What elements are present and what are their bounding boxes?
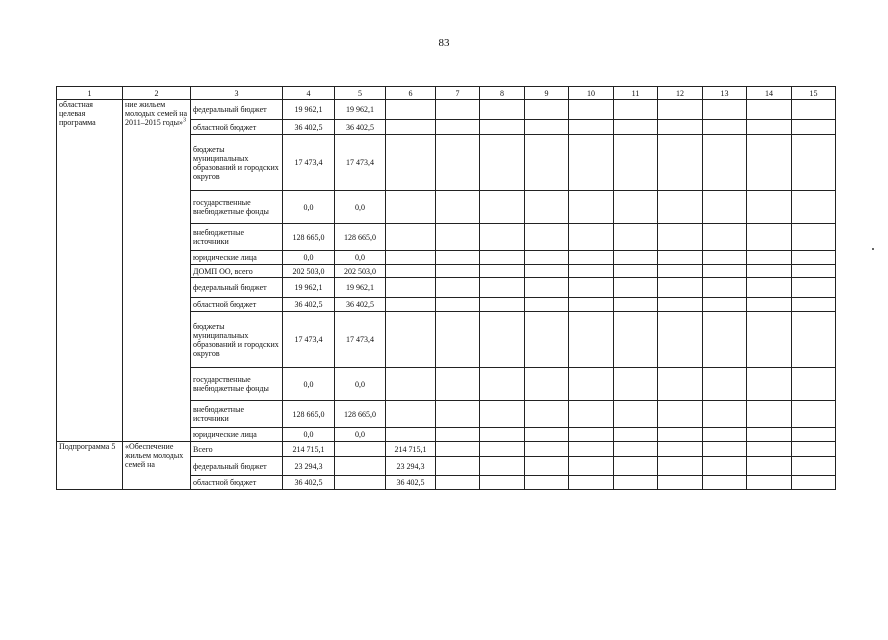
empty-cell bbox=[525, 120, 569, 135]
empty-cell bbox=[703, 312, 747, 368]
empty-cell bbox=[436, 100, 480, 120]
funding-source-cell: государственные внебюджетные фонды bbox=[191, 368, 283, 401]
header-cell: 14 bbox=[747, 87, 792, 100]
funding-source-cell: бюджеты муниципальных образований и городских округов bbox=[191, 312, 283, 368]
empty-cell bbox=[436, 135, 480, 191]
empty-cell bbox=[436, 265, 480, 278]
empty-cell bbox=[569, 428, 614, 442]
empty-cell bbox=[658, 278, 703, 298]
amount-cell: 202 503,0 bbox=[335, 265, 386, 278]
amount-cell: 0,0 bbox=[283, 251, 335, 265]
empty-cell bbox=[436, 457, 480, 476]
amount-cell bbox=[386, 120, 436, 135]
empty-cell bbox=[658, 251, 703, 265]
empty-cell bbox=[747, 135, 792, 191]
empty-cell bbox=[658, 298, 703, 312]
header-cell: 7 bbox=[436, 87, 480, 100]
empty-cell bbox=[480, 135, 525, 191]
amount-cell: 36 402,5 bbox=[283, 476, 335, 490]
empty-cell bbox=[658, 428, 703, 442]
empty-cell bbox=[792, 120, 836, 135]
amount-cell: 128 665,0 bbox=[335, 224, 386, 251]
empty-cell bbox=[614, 278, 658, 298]
funding-source-cell: областной бюджет bbox=[191, 298, 283, 312]
empty-cell bbox=[792, 224, 836, 251]
empty-cell bbox=[792, 401, 836, 428]
empty-cell bbox=[614, 401, 658, 428]
empty-cell bbox=[658, 312, 703, 368]
empty-cell bbox=[436, 224, 480, 251]
empty-cell bbox=[480, 265, 525, 278]
empty-cell bbox=[569, 224, 614, 251]
empty-cell bbox=[792, 135, 836, 191]
header-row bbox=[57, 87, 836, 100]
empty-cell bbox=[569, 401, 614, 428]
amount-cell bbox=[386, 251, 436, 265]
empty-cell bbox=[436, 401, 480, 428]
empty-cell bbox=[614, 135, 658, 191]
empty-cell bbox=[614, 120, 658, 135]
amount-cell: 0,0 bbox=[335, 428, 386, 442]
empty-cell bbox=[614, 251, 658, 265]
amount-cell bbox=[335, 457, 386, 476]
empty-cell bbox=[747, 100, 792, 120]
empty-cell bbox=[480, 120, 525, 135]
empty-cell bbox=[525, 278, 569, 298]
empty-cell bbox=[614, 457, 658, 476]
empty-cell bbox=[436, 368, 480, 401]
amount-cell: 202 503,0 bbox=[283, 265, 335, 278]
footnote-ref: 3 bbox=[183, 117, 186, 124]
empty-cell bbox=[792, 191, 836, 224]
empty-cell bbox=[703, 368, 747, 401]
empty-cell bbox=[747, 278, 792, 298]
empty-cell bbox=[658, 476, 703, 490]
funding-source-cell: федеральный бюджет bbox=[191, 278, 283, 298]
funding-source-cell: Всего bbox=[191, 442, 283, 457]
amount-cell bbox=[386, 191, 436, 224]
empty-cell bbox=[658, 191, 703, 224]
empty-cell bbox=[703, 100, 747, 120]
empty-cell bbox=[658, 224, 703, 251]
empty-cell bbox=[480, 278, 525, 298]
funding-source-cell: федеральный бюджет bbox=[191, 100, 283, 120]
empty-cell bbox=[436, 312, 480, 368]
funding-source-cell: областной бюджет bbox=[191, 476, 283, 490]
empty-cell bbox=[703, 298, 747, 312]
empty-cell bbox=[480, 298, 525, 312]
header-cell: 12 bbox=[658, 87, 703, 100]
empty-cell bbox=[480, 100, 525, 120]
amount-cell: 17 473,4 bbox=[283, 312, 335, 368]
header-cell: 13 bbox=[703, 87, 747, 100]
empty-cell bbox=[525, 401, 569, 428]
empty-cell bbox=[436, 442, 480, 457]
amount-cell: 0,0 bbox=[335, 191, 386, 224]
amount-cell: 0,0 bbox=[335, 368, 386, 401]
empty-cell bbox=[703, 191, 747, 224]
empty-cell bbox=[525, 224, 569, 251]
empty-cell bbox=[658, 368, 703, 401]
amount-cell: 19 962,1 bbox=[335, 278, 386, 298]
amount-cell: 128 665,0 bbox=[335, 401, 386, 428]
program-name-cell bbox=[123, 100, 191, 442]
empty-cell bbox=[792, 368, 836, 401]
funding-source-cell: юридические лица bbox=[191, 428, 283, 442]
subprogram-name-cell: «Обеспечение жильем молодых семей на bbox=[123, 442, 191, 490]
empty-cell bbox=[747, 312, 792, 368]
header-cell: 9 bbox=[525, 87, 569, 100]
empty-cell bbox=[525, 298, 569, 312]
amount-cell: 17 473,4 bbox=[283, 135, 335, 191]
amount-cell bbox=[335, 476, 386, 490]
subprogram-cell: Подпрограмма 5 bbox=[57, 442, 123, 490]
empty-cell bbox=[658, 135, 703, 191]
funding-source-cell: областной бюджет bbox=[191, 120, 283, 135]
empty-cell bbox=[525, 100, 569, 120]
amount-cell: 36 402,5 bbox=[335, 298, 386, 312]
amount-cell bbox=[335, 442, 386, 457]
amount-cell: 36 402,5 bbox=[386, 476, 436, 490]
empty-cell bbox=[614, 100, 658, 120]
amount-cell: 214 715,1 bbox=[283, 442, 335, 457]
header-cell: 8 bbox=[480, 87, 525, 100]
empty-cell bbox=[747, 428, 792, 442]
empty-cell bbox=[525, 191, 569, 224]
header-cell: 6 bbox=[386, 87, 436, 100]
program-name-text: ние жильем молодых семей на 2011–2015 годы» bbox=[125, 100, 188, 127]
empty-cell bbox=[569, 442, 614, 457]
empty-cell bbox=[703, 428, 747, 442]
empty-cell bbox=[525, 428, 569, 442]
budget-table bbox=[56, 86, 836, 490]
empty-cell bbox=[614, 476, 658, 490]
empty-cell bbox=[480, 368, 525, 401]
empty-cell bbox=[480, 251, 525, 265]
table-row bbox=[57, 100, 836, 120]
empty-cell bbox=[747, 120, 792, 135]
empty-cell bbox=[747, 191, 792, 224]
amount-cell: 0,0 bbox=[283, 368, 335, 401]
empty-cell bbox=[436, 120, 480, 135]
amount-cell bbox=[386, 368, 436, 401]
empty-cell bbox=[525, 251, 569, 265]
empty-cell bbox=[436, 191, 480, 224]
amount-cell: 23 294,3 bbox=[283, 457, 335, 476]
funding-source-cell: ДОМП ОО, всего bbox=[191, 265, 283, 278]
empty-cell bbox=[703, 224, 747, 251]
empty-cell bbox=[525, 442, 569, 457]
empty-cell bbox=[525, 457, 569, 476]
empty-cell bbox=[569, 251, 614, 265]
amount-cell: 19 962,1 bbox=[335, 100, 386, 120]
amount-cell: 36 402,5 bbox=[283, 120, 335, 135]
amount-cell: 36 402,5 bbox=[335, 120, 386, 135]
empty-cell bbox=[569, 368, 614, 401]
empty-cell bbox=[525, 312, 569, 368]
header-cell: 3 bbox=[191, 87, 283, 100]
amount-cell bbox=[386, 224, 436, 251]
empty-cell bbox=[747, 457, 792, 476]
program-type-cell: областная целевая программа bbox=[57, 100, 123, 442]
empty-cell bbox=[480, 224, 525, 251]
empty-cell bbox=[703, 442, 747, 457]
empty-cell bbox=[658, 442, 703, 457]
empty-cell bbox=[525, 265, 569, 278]
empty-cell bbox=[480, 401, 525, 428]
scan-mark bbox=[872, 248, 874, 250]
empty-cell bbox=[569, 100, 614, 120]
amount-cell bbox=[386, 278, 436, 298]
empty-cell bbox=[792, 298, 836, 312]
empty-cell bbox=[569, 191, 614, 224]
empty-cell bbox=[792, 428, 836, 442]
amount-cell bbox=[386, 135, 436, 191]
funding-source-cell: внебюджетные источники bbox=[191, 401, 283, 428]
empty-cell bbox=[658, 120, 703, 135]
empty-cell bbox=[792, 100, 836, 120]
header-cell: 11 bbox=[614, 87, 658, 100]
amount-cell: 0,0 bbox=[283, 191, 335, 224]
empty-cell bbox=[658, 401, 703, 428]
empty-cell bbox=[480, 312, 525, 368]
empty-cell bbox=[569, 120, 614, 135]
amount-cell: 19 962,1 bbox=[283, 278, 335, 298]
amount-cell: 214 715,1 bbox=[386, 442, 436, 457]
empty-cell bbox=[614, 442, 658, 457]
empty-cell bbox=[792, 278, 836, 298]
empty-cell bbox=[614, 298, 658, 312]
amount-cell bbox=[386, 401, 436, 428]
empty-cell bbox=[703, 265, 747, 278]
empty-cell bbox=[658, 265, 703, 278]
empty-cell bbox=[614, 368, 658, 401]
amount-cell bbox=[386, 312, 436, 368]
amount-cell bbox=[386, 428, 436, 442]
empty-cell bbox=[436, 476, 480, 490]
funding-source-cell: внебюджетные источники bbox=[191, 224, 283, 251]
amount-cell: 0,0 bbox=[335, 251, 386, 265]
funding-source-cell: государственные внебюджетные фонды bbox=[191, 191, 283, 224]
table-row bbox=[57, 442, 836, 457]
empty-cell bbox=[436, 278, 480, 298]
empty-cell bbox=[747, 401, 792, 428]
empty-cell bbox=[525, 476, 569, 490]
empty-cell bbox=[747, 368, 792, 401]
empty-cell bbox=[747, 476, 792, 490]
empty-cell bbox=[569, 312, 614, 368]
funding-source-cell: бюджеты муниципальных образований и городских округов bbox=[191, 135, 283, 191]
empty-cell bbox=[792, 251, 836, 265]
empty-cell bbox=[792, 265, 836, 278]
empty-cell bbox=[614, 265, 658, 278]
amount-cell: 128 665,0 bbox=[283, 401, 335, 428]
empty-cell bbox=[436, 428, 480, 442]
header-cell: 2 bbox=[123, 87, 191, 100]
empty-cell bbox=[747, 265, 792, 278]
empty-cell bbox=[480, 442, 525, 457]
empty-cell bbox=[614, 224, 658, 251]
empty-cell bbox=[525, 135, 569, 191]
empty-cell bbox=[480, 428, 525, 442]
header-cell: 15 bbox=[792, 87, 836, 100]
amount-cell bbox=[386, 298, 436, 312]
empty-cell bbox=[480, 457, 525, 476]
empty-cell bbox=[703, 120, 747, 135]
empty-cell bbox=[658, 457, 703, 476]
empty-cell bbox=[569, 135, 614, 191]
amount-cell: 19 962,1 bbox=[283, 100, 335, 120]
amount-cell bbox=[386, 265, 436, 278]
empty-cell bbox=[569, 298, 614, 312]
empty-cell bbox=[525, 368, 569, 401]
empty-cell bbox=[792, 476, 836, 490]
empty-cell bbox=[792, 312, 836, 368]
empty-cell bbox=[614, 428, 658, 442]
empty-cell bbox=[658, 100, 703, 120]
amount-cell: 36 402,5 bbox=[283, 298, 335, 312]
empty-cell bbox=[703, 457, 747, 476]
header-cell: 4 bbox=[283, 87, 335, 100]
empty-cell bbox=[614, 312, 658, 368]
empty-cell bbox=[747, 251, 792, 265]
empty-cell bbox=[569, 457, 614, 476]
page-number: 83 bbox=[438, 37, 450, 49]
empty-cell bbox=[569, 278, 614, 298]
funding-source-cell: федеральный бюджет bbox=[191, 457, 283, 476]
amount-cell: 23 294,3 bbox=[386, 457, 436, 476]
empty-cell bbox=[569, 476, 614, 490]
empty-cell bbox=[792, 457, 836, 476]
header-cell: 10 bbox=[569, 87, 614, 100]
amount-cell: 128 665,0 bbox=[283, 224, 335, 251]
funding-source-cell: юридические лица bbox=[191, 251, 283, 265]
empty-cell bbox=[480, 191, 525, 224]
amount-cell: 17 473,4 bbox=[335, 135, 386, 191]
amount-cell: 17 473,4 bbox=[335, 312, 386, 368]
empty-cell bbox=[747, 442, 792, 457]
header-cell: 5 bbox=[335, 87, 386, 100]
header-cell: 1 bbox=[57, 87, 123, 100]
empty-cell bbox=[703, 251, 747, 265]
empty-cell bbox=[703, 135, 747, 191]
empty-cell bbox=[436, 298, 480, 312]
empty-cell bbox=[480, 476, 525, 490]
empty-cell bbox=[703, 278, 747, 298]
empty-cell bbox=[436, 251, 480, 265]
empty-cell bbox=[614, 191, 658, 224]
empty-cell bbox=[703, 476, 747, 490]
empty-cell bbox=[792, 442, 836, 457]
amount-cell: 0,0 bbox=[283, 428, 335, 442]
empty-cell bbox=[569, 265, 614, 278]
empty-cell bbox=[703, 401, 747, 428]
empty-cell bbox=[747, 224, 792, 251]
amount-cell bbox=[386, 100, 436, 120]
empty-cell bbox=[747, 298, 792, 312]
